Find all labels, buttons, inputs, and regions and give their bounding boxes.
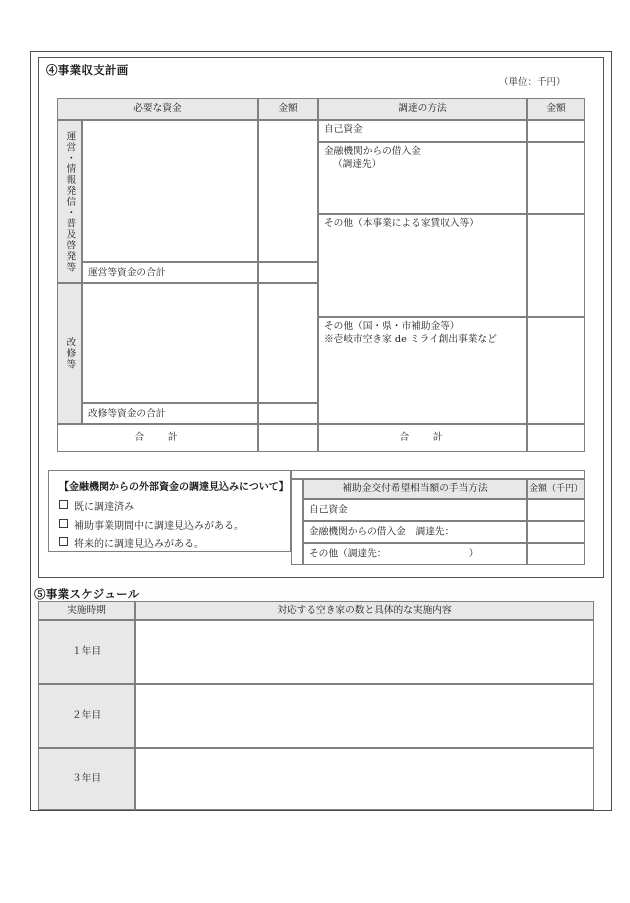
finance-option-during-period[interactable]: [59, 517, 282, 532]
schedule-year2-content-text: [136, 685, 593, 687]
finance-outlook-panel: [48, 470, 291, 552]
procurement-row-other-rent: [318, 214, 527, 317]
subsidy-own-funds-amount-input[interactable]: [527, 499, 585, 521]
header-need-funds-label: 必要な資金: [133, 103, 182, 115]
procurement-row-other-subsidy: [318, 317, 527, 424]
group-label-operations-text: 運営・情報発信・普及啓発等: [64, 130, 76, 273]
subsidy-header-amount: [527, 479, 585, 499]
subsidy-row-own-funds-label: 自己資金: [309, 504, 348, 516]
procurement-other-subsidy-amount-input[interactable]: [527, 317, 585, 424]
subsidy-row-bank-loan-label: 金融機関からの借入金 調達先：: [309, 526, 455, 538]
header-procurement-label: 調達の方法: [398, 103, 447, 115]
schedule-header-content-label: 対応する空き家の数と具体的な実施内容: [277, 604, 452, 616]
schedule-year2-label: ２年目: [71, 710, 102, 722]
procurement-other-subsidy-note: ※壱岐市空き家 de ミライ創出事業など: [324, 334, 497, 346]
operations-subtotal-amount-input[interactable]: [258, 262, 318, 283]
subsidy-row-other: [303, 543, 527, 565]
renovation-subtotal-text: 改修等資金の合計: [88, 407, 166, 419]
unit-note: （単位：千円）: [499, 77, 566, 88]
group-label-renovation: [57, 283, 82, 424]
subsidy-table-spacer: [291, 470, 585, 479]
finance-option-already[interactable]: [59, 498, 282, 513]
subsidy-table-left-rail: [291, 479, 303, 565]
header-procurement-method: [318, 98, 527, 120]
header-need-funds: [57, 98, 258, 120]
schedule-row-year1-period: [38, 620, 135, 684]
total-right-text: 合 計: [399, 432, 450, 444]
procurement-own-funds-label: 自己資金: [324, 124, 363, 135]
finance-option-future[interactable]: [59, 535, 282, 550]
schedule-year1-content-text: [136, 621, 593, 623]
procurement-row-own-funds: [318, 120, 527, 142]
schedule-row-year3-period: [38, 748, 135, 810]
total-left-text: 合 計: [134, 432, 185, 444]
checkbox-icon[interactable]: [59, 519, 68, 528]
procurement-other-subsidy-label: その他（国・県・市補助金等）: [324, 321, 460, 332]
schedule-header-period-label: 実施時期: [67, 604, 106, 616]
schedule-row-year2-content-input[interactable]: [135, 684, 594, 748]
subsidy-header-amount-label: 金額（千円）: [528, 483, 583, 494]
total-row-left-label: [57, 424, 258, 452]
finance-option-during-period-label: 補助事業期間中に調達見込みがある。: [74, 520, 244, 532]
operations-subtotal-label: [82, 262, 258, 283]
renovation-subtotal-label: [82, 403, 258, 424]
renovation-subtotal-amount-input[interactable]: [258, 403, 318, 424]
subsidy-row-other-label: その他（調達先： ）: [309, 548, 479, 560]
finance-outlook-title: 【金融機関からの外部資金の調達見込みについて】: [59, 482, 289, 493]
procurement-own-funds-amount-input[interactable]: [527, 120, 585, 142]
schedule-year1-label: １年目: [71, 646, 102, 658]
schedule-header-content: [135, 601, 594, 620]
total-right-amount-input[interactable]: [527, 424, 585, 452]
group-label-renovation-text: 改修等: [64, 337, 76, 370]
header-amount-left-label: 金額: [278, 103, 298, 115]
renovation-items-input[interactable]: [82, 283, 258, 403]
header-amount-right-label: 金額: [546, 103, 566, 115]
schedule-row-year2-period: [38, 684, 135, 748]
subsidy-row-own-funds: [303, 499, 527, 521]
operations-subtotal-text: 運営等資金の合計: [88, 266, 166, 278]
subsidy-other-amount-input[interactable]: [527, 543, 585, 565]
subsidy-row-bank-loan: [303, 521, 527, 543]
operations-items-input[interactable]: [82, 120, 258, 262]
finance-option-already-label: 既に調達済み: [74, 502, 134, 513]
subsidy-header-method-label: 補助金交付希望相当額の手当方法: [342, 483, 488, 495]
procurement-bank-loan-label: 金融機関からの借入金: [324, 146, 421, 157]
header-amount-right: [527, 98, 585, 120]
total-row-right-label: [318, 424, 527, 452]
procurement-row-bank-loan: [318, 142, 527, 214]
total-left-amount-input[interactable]: [258, 424, 318, 452]
procurement-bank-loan-source-label: （調達先）: [333, 159, 382, 171]
procurement-other-rent-amount-input[interactable]: [527, 214, 585, 317]
group-label-operations: [57, 120, 82, 283]
procurement-other-rent-label: その他（本事業による家賃収入等）: [324, 218, 479, 229]
subsidy-header-method: [303, 479, 527, 499]
subsidy-bank-loan-amount-input[interactable]: [527, 521, 585, 543]
checkbox-icon[interactable]: [59, 537, 68, 546]
renovation-items-amount-input[interactable]: [258, 283, 318, 403]
schedule-year3-label: ３年目: [71, 773, 102, 785]
section4-title: ④事業収支計画: [46, 63, 129, 77]
schedule-row-year3-content-input[interactable]: [135, 748, 594, 810]
schedule-row-year1-content-input[interactable]: [135, 620, 594, 684]
schedule-header-period: [38, 601, 135, 620]
header-amount-left: [258, 98, 318, 120]
checkbox-icon[interactable]: [59, 500, 68, 509]
finance-option-future-label: 将来的に調達見込みがある。: [74, 539, 204, 550]
schedule-year3-content-text: [136, 749, 593, 751]
section5-title: ⑤事業スケジュール: [34, 587, 140, 601]
operations-items-amount-input[interactable]: [258, 120, 318, 262]
procurement-bank-loan-amount-input[interactable]: [527, 142, 585, 214]
